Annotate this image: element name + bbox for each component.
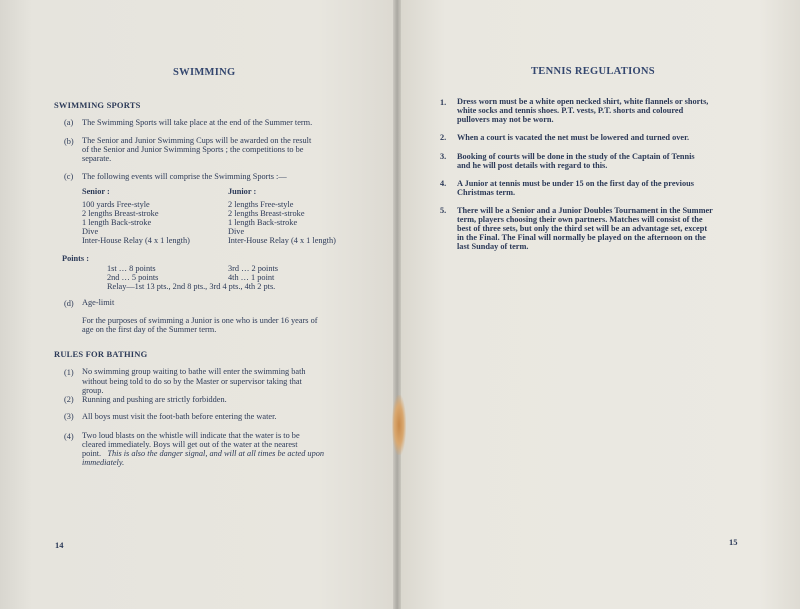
bathing-rule-line: cleared immediately. Boys will get out of the water at the nearest <box>82 440 298 449</box>
age-limit-line: For the purposes of swimming a Junior is one who is under 16 years of <box>82 316 318 325</box>
tennis-title: TENNIS REGULATIONS <box>531 66 655 77</box>
tennis-rule-label: 5. <box>440 206 447 215</box>
bathing-rule-plain: point. <box>82 449 102 458</box>
bathing-rule-italic: This is also the danger signal, and will at all times be acted upon <box>107 449 325 458</box>
tennis-rule-line: and he will post details with regard to this. <box>457 161 608 170</box>
item-c-text: The following events will comprise the Swimming Sports :— <box>82 172 287 181</box>
tennis-rule-line: A Junior at tennis must be under 15 on the first day of the previous <box>457 179 694 188</box>
bathing-rule-label: (1) <box>64 368 74 377</box>
tennis-rule-line: last Sunday of term. <box>457 242 529 251</box>
swimming-title: SWIMMING <box>173 67 236 78</box>
page-number-right: 15 <box>729 537 738 547</box>
item-b-line: separate. <box>82 154 112 163</box>
senior-event: 1 length Back-stroke <box>82 218 152 227</box>
bathing-rule-label: (2) <box>64 395 74 404</box>
tennis-rule-line: white socks and tennis shoes. P.T. vests, P.T. shorts and coloured <box>457 106 684 115</box>
tennis-rule-line: term, players choosing their own partners. Matches will consist of the <box>457 215 703 224</box>
tennis-rule-label: 1. <box>440 98 447 107</box>
senior-event: Dive <box>82 227 99 236</box>
tennis-rule-line: in the Final. The Final will normally be played on the afternoon on the <box>457 233 706 242</box>
points-heading: Points : <box>62 254 89 263</box>
senior-event: 2 lengths Breast-stroke <box>82 209 159 218</box>
item-d-label: (d) <box>64 299 74 308</box>
tennis-rule-label: 2. <box>440 133 447 142</box>
item-b-label: (b) <box>64 137 74 146</box>
points-entry: 2nd … 5 points <box>107 273 159 282</box>
junior-event: Dive <box>228 227 245 236</box>
tennis-rule-line: There will be a Senior and a Junior Doubles Tournament in the Summer <box>457 206 713 215</box>
tennis-rule-line: pullovers may not be worn. <box>457 115 554 124</box>
item-b-line: The Senior and Junior Swimming Cups will be awarded on the result <box>82 136 312 145</box>
bathing-rule-line: immediately. <box>82 458 125 467</box>
bathing-rule-line: All boys must visit the foot-bath before entering the water. <box>82 412 277 421</box>
tennis-rule-line: Dress worn must be a white open necked shirt, white flannels or shorts, <box>457 97 709 106</box>
bathing-rule-label: (4) <box>64 432 74 441</box>
tennis-rule-label: 3. <box>440 152 447 161</box>
age-limit-line: age on the first day of the Summer term. <box>82 325 217 334</box>
tennis-rule-line: Christmas term. <box>457 188 516 197</box>
bathing-rule-label: (3) <box>64 412 74 421</box>
bathing-rule-line: Two loud blasts on the whistle will indicate that the water is to be <box>82 431 300 440</box>
bathing-rule-line: Running and pushing are strictly forbidden. <box>82 395 227 404</box>
tennis-rule-line: When a court is vacated the net must be lowered and turned over. <box>457 133 690 142</box>
item-b-line: of the Senior and Junior Swimming Sports ; the competitions to be <box>82 145 304 154</box>
senior-event: 100 yards Free-style <box>82 200 150 209</box>
item-a-label: (a) <box>64 118 74 127</box>
page-number-left: 14 <box>55 540 64 550</box>
bathing-heading: RULES FOR BATHING <box>54 349 148 359</box>
item-c-label: (c) <box>64 172 74 181</box>
tennis-rule-line: Booking of courts will be done in the study of the Captain of Tennis <box>457 152 695 161</box>
points-entry: 4th … 1 point <box>228 273 275 282</box>
points-entry: 3rd … 2 points <box>228 264 279 273</box>
item-a-text: The Swimming Sports will take place at the end of the Summer term. <box>82 118 313 127</box>
junior-event: 2 lengths Breast-stroke <box>228 209 305 218</box>
tennis-rule-label: 4. <box>440 179 447 188</box>
junior-heading: Junior : <box>228 187 257 196</box>
age-limit-heading: Age-limit <box>82 298 115 307</box>
bathing-rule-line: group. <box>82 386 104 395</box>
senior-event: Inter-House Relay (4 x 1 length) <box>82 236 190 245</box>
relay-points: Relay—1st 13 pts., 2nd 8 pts., 3rd 4 pts., 4th 2 pts. <box>107 282 276 291</box>
points-entry: 1st … 8 points <box>107 264 156 273</box>
right-page <box>397 0 800 609</box>
book-gutter <box>393 0 401 609</box>
bathing-rule-line: No swimming group waiting to bathe will enter the swimming bath <box>82 367 306 376</box>
left-page <box>0 0 397 609</box>
junior-event: 1 length Back-stroke <box>228 218 298 227</box>
swimming-sports-heading: SWIMMING SPORTS <box>54 100 141 110</box>
rust-stain <box>392 395 406 455</box>
bathing-rule-line: without being told to do so by the Master or supervisor taking that <box>82 377 302 386</box>
junior-event: Inter-House Relay (4 x 1 length) <box>228 236 336 245</box>
junior-event: 2 lengths Free-style <box>228 200 294 209</box>
senior-heading: Senior : <box>82 187 110 196</box>
tennis-rule-line: best of three sets, but only the third set will be an advantage set, except <box>457 224 708 233</box>
